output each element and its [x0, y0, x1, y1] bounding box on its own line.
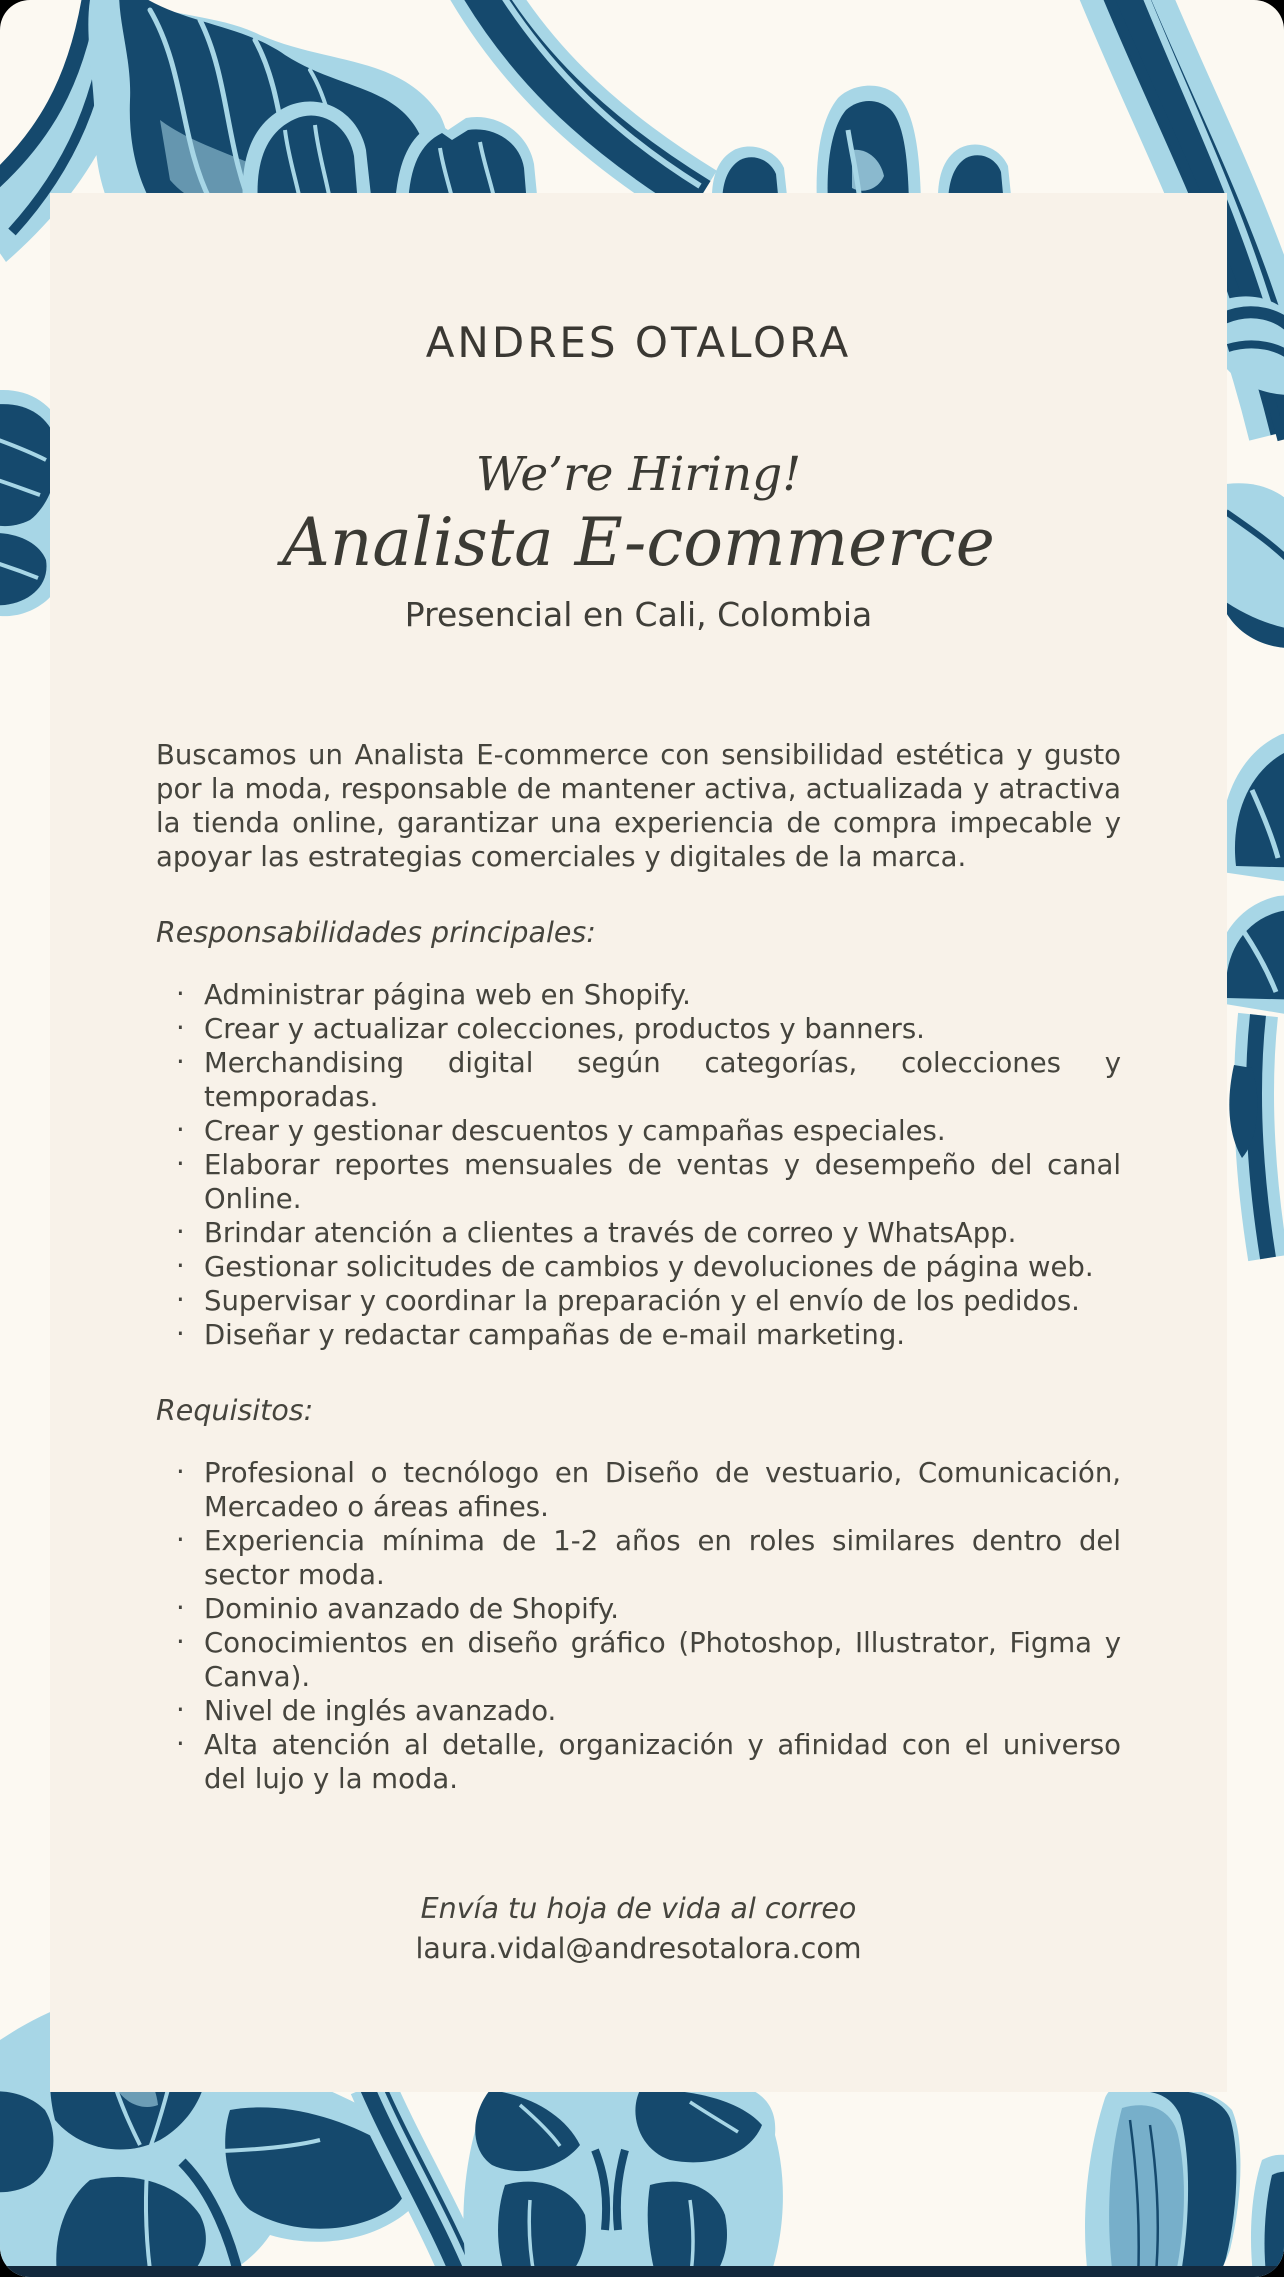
hiring-tagline: We’re Hiring!	[475, 447, 802, 502]
list-item-text: Nivel de inglés avanzado.	[204, 1695, 557, 1727]
list-item-text: Diseñar y redactar campañas de e-mail marketing.	[204, 1319, 906, 1351]
bullet-dot: ·	[176, 1524, 185, 1556]
poster-card	[50, 193, 1227, 2092]
bullet-dot: ·	[176, 1148, 185, 1180]
bullet-dot: ·	[176, 1012, 185, 1044]
list-item	[170, 1456, 1121, 1524]
bullet-dot: ·	[176, 1216, 185, 1248]
list-item-text: Conocimientos en diseño gráfico (Photoshop, Illustrator, Figma y Canva).	[204, 1627, 1121, 1693]
footer	[50, 1891, 1227, 1966]
list-item	[170, 1626, 1121, 1694]
flower-bottom-iris	[463, 2082, 783, 2277]
list-item	[170, 1148, 1121, 1216]
list-item-text: Brindar atención a clientes a través de correo y WhatsApp.	[204, 1217, 1017, 1249]
job-location: Presencial en Cali, Colombia	[404, 595, 873, 634]
bullet-dot: ·	[176, 1592, 185, 1624]
bullet-dot: ·	[176, 1456, 185, 1488]
list-item-text: Elaborar reportes mensuales de ventas y desempeño del canal Online.	[204, 1149, 1121, 1215]
flower-bottom-right-leaf	[1085, 2084, 1240, 2277]
list-item	[170, 1524, 1121, 1592]
requirements-list	[156, 1456, 1121, 1796]
section-heading-responsibilities: Responsabilidades principales:	[156, 916, 596, 949]
bullet-dot: ·	[176, 1728, 185, 1760]
list-item	[170, 1046, 1121, 1114]
flower-bottom-right-corner	[1251, 2155, 1284, 2277]
list-item-text: Administrar página web en Shopify.	[204, 979, 691, 1011]
list-item-text: Crear y gestionar descuentos y campañas especiales.	[204, 1115, 946, 1147]
bullet-dot: ·	[176, 1626, 185, 1658]
list-item	[170, 978, 1121, 1012]
list-item-text: Experiencia mínima de 1-2 años en roles similares dentro del sector moda.	[204, 1525, 1121, 1591]
bullet-dot: ·	[176, 1046, 185, 1078]
intro-paragraph: Buscamos un Analista E-commerce con sensibilidad estética y gusto por la moda, responsable de mantener activa, actualizada y atractiva la tienda online, garantizar una experiencia de compra impecable y apoyar las estrategias comerciales y digitales de la marca.	[156, 739, 1121, 873]
bullet-dot: ·	[176, 1250, 185, 1282]
list-item-text: Gestionar solicitudes de cambios y devoluciones de página web.	[204, 1251, 1094, 1283]
job-title: Analista E-commerce	[282, 504, 995, 581]
list-item	[170, 1318, 1121, 1352]
list-item-text: Supervisar y coordinar la preparación y el envío de los pedidos.	[204, 1285, 1080, 1317]
responsibilities-list	[156, 978, 1121, 1352]
list-item	[170, 1114, 1121, 1148]
list-item-text: Dominio avanzado de Shopify.	[204, 1593, 619, 1625]
list-item	[170, 1592, 1121, 1626]
bullet-dot: ·	[176, 1114, 185, 1146]
list-item	[170, 1012, 1121, 1046]
list-item-text: Merchandising digital según categorías, colecciones y temporadas.	[204, 1047, 1121, 1113]
bullet-dot: ·	[176, 1694, 185, 1726]
list-item-text: Alta atención al detalle, organización y afinidad con el universo del lujo y la moda.	[204, 1729, 1121, 1795]
list-item-text: Crear y actualizar colecciones, productos y banners.	[204, 1013, 925, 1045]
list-item-text: Profesional o tecnólogo en Diseño de vestuario, Comunicación, Mercadeo o áreas afines.	[204, 1457, 1121, 1523]
bullet-dot: ·	[176, 978, 185, 1010]
list-item	[170, 1728, 1121, 1796]
list-item	[170, 1216, 1121, 1250]
list-item	[170, 1694, 1121, 1728]
bullet-dot: ·	[176, 1284, 185, 1316]
list-item	[170, 1250, 1121, 1284]
footer-cta: Envía tu hoja de vida al correo	[420, 1892, 857, 1925]
bottom-accent-bar	[0, 2266, 1284, 2277]
bullet-dot: ·	[176, 1318, 185, 1350]
list-item	[170, 1284, 1121, 1318]
section-heading-requirements: Requisitos:	[156, 1394, 314, 1427]
footer-email: laura.vidal@andresotalora.com	[415, 1932, 862, 1965]
brand-name: ANDRES OTALORA	[425, 318, 852, 367]
